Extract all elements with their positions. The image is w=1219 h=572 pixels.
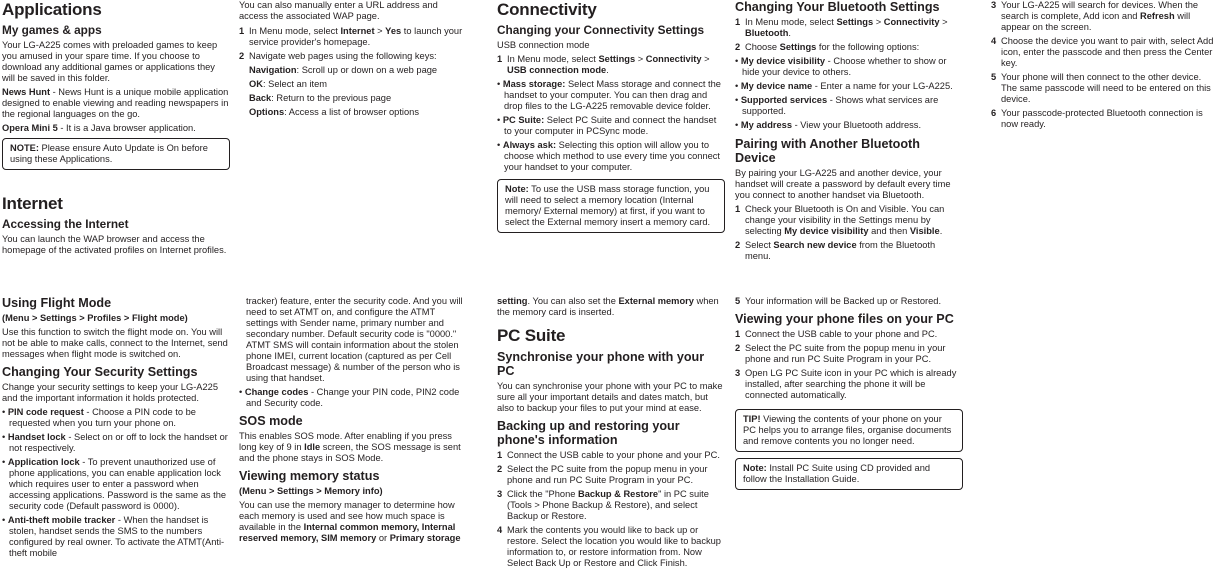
newshunt-text: - News Hunt is a unique mobile application designed to enable viewing and reading newspapers in the regional languages on the go. [2, 87, 229, 119]
pin-code-text: - Choose a PIN code to be requested when you turn your phone on. [9, 407, 196, 428]
nav-key-text: : Scroll up or down on a web page [296, 65, 438, 75]
memory-types-label: Internal common memory, Internal reserved memory, SIM memory [239, 522, 456, 543]
step-number: 1 [497, 54, 503, 64]
step-text: Choose [745, 42, 780, 52]
flight-security-section [2, 296, 230, 562]
wap-step-1 [239, 26, 464, 48]
step-text: In Menu mode, select [507, 54, 599, 64]
memory-cont-text: . You can also set the [527, 296, 619, 306]
bullet: • [735, 95, 739, 105]
pc-suite-title: PC Suite [497, 326, 566, 345]
flight-heading: Using Flight Mode [2, 296, 112, 310]
step-text: Open LG PC Suite icon in your PC which is already installed, after searching the phone it will be connected automatically. [745, 368, 957, 400]
pc-suite-label: PC Suite: [502, 115, 545, 125]
step-text: Your information will be Backed up or Restored. [745, 296, 942, 306]
always-ask-label: Always ask: [502, 140, 557, 150]
wap-intro: You can also manually enter a URL address and access the associated WAP page. [239, 0, 438, 21]
always-ask-item [497, 140, 725, 173]
step-number: 2 [497, 464, 503, 474]
setting-label: setting [497, 296, 528, 306]
backup-step-3 [497, 489, 725, 522]
sos-text [239, 431, 464, 464]
my-address-item [735, 120, 963, 131]
memory-menu-path: (Menu > Settings > Memory info) [239, 486, 383, 496]
step-text: Connect the USB cable to your phone and PC. [745, 329, 938, 339]
change-codes-item [239, 387, 464, 409]
memory-continued [497, 296, 725, 318]
settings-label: Settings [779, 42, 817, 52]
external-memory-label: External memory [618, 296, 694, 306]
idle-label: Idle [304, 442, 321, 452]
profiles-label: Profiles [87, 313, 122, 323]
step-separator: > [939, 17, 948, 27]
step-text: Connect the USB cable to your phone and your PC. [507, 450, 720, 460]
pc-suite-item [497, 115, 725, 137]
applications-note-box [2, 138, 230, 170]
sos-heading: SOS mode [239, 414, 303, 428]
step-number: 2 [735, 343, 741, 353]
step-text: . [606, 65, 609, 75]
pairing-step-5 [991, 72, 1217, 105]
bullet: • [2, 457, 6, 467]
pairing-step-2 [735, 240, 963, 262]
supported-services-item [735, 95, 963, 117]
backup-step-2 [497, 464, 725, 486]
device-name-text: - Enter a name for your LG-A225. [812, 81, 953, 91]
anti-theft-item [2, 515, 230, 559]
backup-step-5 [735, 296, 963, 307]
application-lock-item [2, 457, 230, 512]
mass-storage-label: Mass storage: [502, 79, 566, 89]
bluetooth-step-1 [735, 17, 963, 39]
back-key-text: : Return to the previous page [271, 93, 392, 103]
sos-text-a: This enables SOS mode. After enabling if you press long key of 9 in [239, 431, 452, 452]
pc-suite-note-text: Install PC Suite using CD provided and follow the Installation Guide. [743, 463, 931, 484]
step-text: Navigate web pages using the following keys: [249, 51, 437, 61]
step-text: Your LG-A225 will search for devices. When the search is complete, Add icon and [1001, 0, 1199, 21]
sos-text-c: screen, the SOS message is sent and the phone stays in SOS Mode. [239, 442, 461, 463]
step-number: 3 [497, 489, 503, 499]
security-text: Change your security settings to keep your LG-A225 and the important information it holds protected. [2, 382, 219, 403]
mass-storage-item [497, 79, 725, 112]
pairing-step-1 [735, 204, 963, 237]
settings-label: Settings [836, 17, 874, 27]
step-number: 2 [735, 240, 741, 250]
settings-label: Settings [598, 54, 636, 64]
connectivity-note-label: Note: [505, 184, 529, 194]
step-separator: > [873, 17, 884, 27]
newshunt-label: News Hunt [2, 87, 51, 97]
view-step-3 [735, 368, 963, 401]
connectivity-label: Connectivity [645, 54, 702, 64]
memory-text [239, 500, 464, 544]
step-number: 6 [991, 108, 997, 118]
back-key [249, 93, 464, 104]
step-text: Your passcode-protected Bluetooth connection is now ready. [1001, 108, 1203, 129]
connectivity-step-1 [497, 54, 725, 76]
flight-menu-path [2, 313, 230, 324]
step-separator: > [374, 26, 386, 36]
view-step-1 [735, 329, 963, 340]
supported-services-text: - Shows what services are supported. [742, 95, 939, 116]
bullet: • [239, 387, 243, 397]
connectivity-note-box [497, 179, 725, 233]
step-text: . [939, 226, 943, 236]
step-text: and then [868, 226, 910, 236]
flight-text: Use this function to switch the flight mode on. You will not be able to make calls, connect to the Internet, send messages when flight mode is switched on. [2, 327, 228, 359]
pc-suite-note-label: Note: [743, 463, 767, 473]
pairing-text: By pairing your LG-A225 and another device, your handset will create a password by default every time you connect to another handset via Bluetooth. [735, 168, 951, 200]
step-text: . [788, 28, 791, 38]
refresh-label: Refresh [1140, 11, 1175, 21]
connectivity-heading: Changing your Connectivity Settings [497, 23, 705, 37]
application-lock-label: Application lock [7, 457, 80, 467]
internet-section [2, 194, 230, 259]
change-codes-label: Change codes [244, 387, 309, 397]
applications-section [2, 0, 230, 176]
step-number: 3 [991, 0, 997, 10]
step-number: 4 [497, 525, 503, 535]
step-number: 1 [239, 26, 245, 36]
bullet: • [735, 81, 739, 91]
visible-label: Visible [909, 226, 940, 236]
games-text: Your LG-A225 comes with preloaded games to keep you amused in your spare time. If you choose to download any additional games or applications they will be saved in this folder. [2, 40, 218, 83]
device-visibility-label: My device visibility [784, 226, 869, 236]
applications-note-label: NOTE: [10, 143, 39, 153]
step-text: for the following options: [816, 42, 920, 52]
step-text: Check your Bluetooth is On and Visible. You can change your visibility in the Settings menu by selecting [745, 204, 945, 236]
step-separator: > [701, 54, 710, 64]
step-number: 2 [239, 51, 245, 61]
step-number: 5 [991, 72, 997, 82]
view-files-heading: Viewing your phone files on your PC [735, 312, 954, 326]
newshunt-paragraph [2, 87, 230, 120]
search-new-device-label: Search new device [773, 240, 857, 250]
opera-paragraph [2, 123, 230, 134]
pairing-step-4 [991, 36, 1217, 69]
bullet: • [735, 56, 739, 66]
flight-mode-label: Flight mode [131, 313, 185, 323]
handset-lock-item [2, 432, 230, 454]
ok-key [249, 79, 464, 90]
memory-text-a: You can use the memory manager to determine how each memory is used and see how much space is available in the [239, 500, 455, 532]
step-text: from the Bluetooth menu. [745, 240, 936, 261]
my-address-text: - View your Bluetooth address. [792, 120, 922, 130]
step-number: 1 [735, 17, 741, 27]
bluetooth-label: Bluetooth [745, 28, 789, 38]
device-visibility-text: - Choose whether to show or hide your device to others. [742, 56, 947, 77]
step-text: will appear on the screen. [1001, 11, 1191, 32]
options-key [249, 107, 464, 118]
backup-step-4 [497, 525, 725, 569]
internet-menu-label: Internet [340, 26, 375, 36]
step-text: Select [745, 240, 774, 250]
step-text: Your phone will then connect to the other device. The same passcode will need to be entered on this device. [1001, 72, 1211, 104]
memory-cont-text: when the memory card is inserted. [497, 296, 719, 317]
usb-mode-label: USB connection mode [497, 40, 590, 50]
bullet: • [497, 115, 501, 125]
step-text: Click the "Phone [507, 489, 578, 499]
memory-heading: Viewing memory status [239, 469, 380, 483]
supported-services-label: Supported services [740, 95, 828, 105]
tip-text: Viewing the contents of your phone on your PC helps you to arrange files, organise documents and remove contents you no longer need. [743, 414, 952, 446]
security-heading: Changing Your Security Settings [2, 365, 198, 379]
internet-text: You can launch the WAP browser and access the homepage of the activated profiles on Internet profiles. [2, 234, 227, 255]
pc-suite-text: Select PC Suite and connect the handset to your computer in PCSync mode. [504, 115, 717, 136]
anti-theft-continued: tracker) feature, enter the security code. And you will need to set ATMT on, and configure the ATMT settings with Sender name, primary number and secondary number. Default security code is "0000." ATMT SMS will contain information about the stolen phone IMEI, current location (captured as per Cell Broadcast message) & number of the person who is using that handset. [246, 296, 463, 383]
my-address-label: My address [740, 120, 793, 130]
step-number: 2 [735, 42, 741, 52]
path-text: (Menu > Settings > [2, 313, 88, 323]
internet-title: Internet [2, 194, 63, 213]
options-key-label: Options [249, 107, 285, 117]
step-text: to launch your service provider's homepage. [249, 26, 463, 47]
backup-step-1 [497, 450, 725, 461]
step-text: Select the PC suite from the popup menu in your phone and run PC Suite Program in your PC. [507, 464, 708, 485]
step-text: Mark the contents you would like to back up or restore. Select the location you would like to backup information to, or restore information from. Now Select Back Up or Restore and Click Finish. [507, 525, 721, 568]
bluetooth-step-2 [735, 42, 963, 53]
nav-key [249, 65, 464, 76]
ok-key-label: OK [249, 79, 263, 89]
step-number: 1 [735, 329, 741, 339]
pairing-step-3 [991, 0, 1217, 33]
games-heading: My games & apps [2, 23, 102, 37]
backup-restore-label: Backup & Restore [578, 489, 659, 499]
bullet: • [2, 432, 6, 442]
applications-title: Applications [2, 0, 102, 19]
bullet: • [497, 79, 501, 89]
bullet: • [497, 140, 501, 150]
change-codes-text: - Change your PIN code, PIN2 code and Security code. [246, 387, 460, 408]
sync-text: You can synchronise your phone with your PC to make sure all your important details and dates match, but also to backup your files to put your mind at ease. [497, 381, 723, 413]
connectivity-label: Connectivity [883, 17, 940, 27]
step-separator: > [635, 54, 646, 64]
step-number: 3 [735, 368, 741, 378]
yes-label: Yes [385, 26, 402, 36]
sync-heading: Synchronise your phone with your PC [497, 350, 705, 378]
pc-suite-note-box [735, 458, 963, 490]
backup-heading: Backing up and restoring your phone's information [497, 419, 680, 447]
connectivity-note-text: To use the USB mass storage function, you will need to select a memory location (Internal memory/ External memory) at first, if you want to select the External memory insert a memory card. [505, 184, 711, 227]
connectivity-title: Connectivity [497, 0, 597, 19]
pairing-step-6 [991, 108, 1217, 130]
options-key-text: : Access a list of browser options [284, 107, 419, 117]
wap-section [239, 0, 464, 118]
application-lock-text: - To prevent unauthorized use of phone applications, you can enable application lock which requires user to enter a password when accessing applications. Password is the same as the security code (Default password is 0000). [9, 457, 227, 511]
anti-theft-text: - When the handset is stolen, handset sends the SMS to the numbers configured by real owner. To activate the ATMT(Anti-theft mobile [9, 515, 225, 558]
bluetooth-section [735, 0, 963, 265]
wap-key-list [249, 65, 464, 118]
opera-text: - It is a Java browser application. [57, 123, 196, 133]
step-text: Choose the device you want to pair with, select Add icon, enter the passcode and then press the Center key. [1001, 36, 1214, 68]
step-number: 1 [735, 204, 741, 214]
device-visibility-item [735, 56, 963, 78]
connectivity-section [497, 0, 725, 239]
mass-storage-text: Select Mass storage and connect the handset to your computer. You can then drag and drop files to the LG-A225 removable device folder. [504, 79, 721, 111]
step-number: 4 [991, 36, 997, 46]
device-name-label: My device name [740, 81, 813, 91]
tip-label: TIP! [743, 414, 761, 424]
back-key-label: Back [249, 93, 272, 103]
handset-lock-text: - Select on or off to lock the handset or not respectively. [9, 432, 228, 453]
bluetooth-heading: Changing Your Bluetooth Settings [735, 0, 940, 14]
pairing-heading: Pairing with Another Bluetooth Device [735, 137, 920, 165]
view-step-2 [735, 343, 963, 365]
device-name-item [735, 81, 963, 92]
path-separator: > [121, 313, 132, 323]
pin-code-label: PIN code request [7, 407, 84, 417]
tip-box [735, 409, 963, 452]
step-text: Select the PC suite from the popup menu in your phone and run PC Suite Program in your PC. [745, 343, 946, 364]
anti-theft-label: Anti-theft mobile tracker [7, 515, 116, 525]
bullet: • [735, 120, 739, 130]
opera-label: Opera Mini 5 [2, 123, 58, 133]
bullet: • [2, 407, 6, 417]
step-number: 1 [497, 450, 503, 460]
path-text: ) [184, 313, 188, 323]
ok-key-text: : Select an item [262, 79, 328, 89]
pairing-continued [991, 0, 1217, 133]
security-continued [239, 296, 464, 547]
primary-storage-label: Primary storage [389, 533, 461, 543]
bullet: • [2, 515, 6, 525]
nav-key-label: Navigation [249, 65, 297, 75]
applications-note-text: Please ensure Auto Update is On before using these Applications. [10, 143, 208, 164]
handset-lock-label: Handset lock [7, 432, 66, 442]
pc-suite-continued [735, 296, 963, 496]
step-text: " in PC suite (Tools > Phone Backup & Restore), and select Backup or Restore. [507, 489, 709, 521]
step-number: 5 [735, 296, 741, 306]
internet-heading: Accessing the Internet [2, 217, 129, 231]
step-text: In Menu mode, select [249, 26, 341, 36]
wap-step-2 [239, 51, 464, 62]
device-visibility-label: My device visibility [740, 56, 826, 66]
pc-suite-section [497, 296, 725, 572]
step-text: In Menu mode, select [745, 17, 837, 27]
usb-connection-mode-label: USB connection mode [507, 65, 607, 75]
always-ask-text: Selecting this option will allow you to choose which method to use every time you connect your handset to your computer. [504, 140, 721, 172]
memory-text-c: or [376, 533, 390, 543]
pin-code-item [2, 407, 230, 429]
